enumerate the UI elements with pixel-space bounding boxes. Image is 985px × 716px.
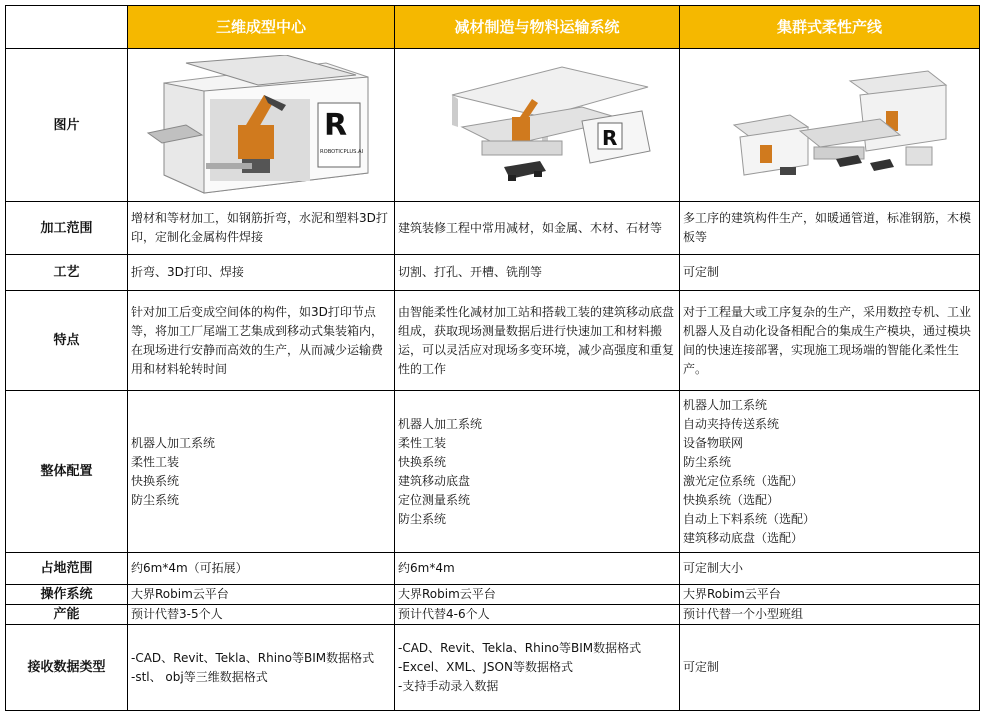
- table-row-os: [6, 585, 980, 605]
- cell-process-col1: 折弯、3D打印、焊接: [128, 255, 395, 291]
- list-item: 快换系统: [398, 454, 447, 469]
- list-item: -支持手动录入数据: [398, 679, 499, 693]
- cell-features-col3: 对于工程量大或工序复杂的生产，采用数控专机、工业机器人及自动化设备相配合的集成生产模块，通过模块间的快速连接部署，实现施工现场端的智能化柔性生产。: [680, 291, 980, 391]
- column-header-forming-center: 三维成型中心: [128, 6, 395, 49]
- row-label-processing-scope: 加工范围: [6, 202, 128, 255]
- header-row: [6, 6, 980, 49]
- row-label-process: 工艺: [6, 255, 128, 291]
- list-item: 防尘系统: [131, 492, 180, 507]
- cell-footprint-col3: 可定制大小: [680, 553, 980, 585]
- subtractive-station-image: [422, 55, 652, 195]
- cell-footprint-col2: 约6m*4m: [395, 553, 680, 585]
- row-label-features: 特点: [6, 291, 128, 391]
- list-item: 防尘系统: [398, 511, 447, 526]
- svg-text:R: R: [602, 126, 618, 150]
- list-item: 柔性工装: [398, 435, 447, 450]
- table-row-images: [6, 49, 980, 202]
- table-row-footprint: [6, 553, 980, 585]
- list-item: 可定制: [683, 660, 720, 674]
- row-label-data-types: 接收数据类型: [6, 625, 128, 711]
- list-item: 柔性工装: [131, 454, 180, 469]
- table-row-processing-scope: [6, 202, 980, 255]
- list-item: 机器人加工系统: [683, 397, 768, 412]
- cell-capacity-col1: 预计代替3-5个人: [128, 605, 395, 625]
- table-row-configuration: [6, 391, 980, 553]
- list-item: -CAD、Revit、Tekla、Rhino等BIM数据格式: [398, 641, 642, 655]
- cell-features-col1: 针对加工后变成空间体的构件，如3D打印节点等，将加工厂尾端工艺集成到移动式集装箱内，在现场进行安静而高效的生产，从而减少运输费用和材料轮转时间: [128, 291, 395, 391]
- row-label-os: 操作系统: [6, 585, 128, 605]
- column-header-cluster-line: 集群式柔性产线: [680, 6, 980, 49]
- list-item: -stl、 obj等三维数据格式: [131, 669, 268, 684]
- cell-data-types-col3: [680, 625, 980, 711]
- image-cell-subtractive-system: [395, 49, 680, 202]
- image-cell-forming-center: [128, 49, 395, 202]
- cell-os-col1: 大界Robim云平台: [128, 585, 395, 605]
- list-item: 激光定位系统（选配）: [683, 473, 804, 488]
- cell-footprint-col1: 约6m*4m（可拓展）: [128, 553, 395, 585]
- row-label-images: 图片: [6, 49, 128, 202]
- corner-cell: [6, 6, 128, 49]
- list-item: 建筑移动底盘: [398, 473, 471, 488]
- list-item: 快换系统: [131, 473, 180, 488]
- list-item: 设备物联网: [683, 435, 744, 450]
- cell-processing-scope-col1: 增材和等材加工，如钢筋折弯，水泥和塑料3D打印，定制化金属构件焊接: [128, 202, 395, 255]
- list-item: 机器人加工系统: [131, 435, 216, 450]
- cell-process-col3: 可定制: [680, 255, 980, 291]
- list-item: 机器人加工系统: [398, 416, 483, 431]
- table-row-process: [6, 255, 980, 291]
- cluster-line-image: [710, 55, 950, 195]
- container-workshop-image: [146, 55, 376, 195]
- cell-processing-scope-col3: 多工序的建筑构件生产，如暖通管道，标准钢筋，木模板等: [680, 202, 980, 255]
- list-item: 定位测量系统: [398, 492, 471, 507]
- cell-os-col2: 大界Robim云平台: [395, 585, 680, 605]
- brand-label: ROBOTICPLUS.AI: [320, 149, 364, 155]
- table-row-features: [6, 291, 980, 391]
- comparison-table: [5, 5, 980, 711]
- svg-text:R: R: [324, 108, 348, 143]
- image-cell-cluster-line: [680, 49, 980, 202]
- list-item: 自动夹持传送系统: [683, 416, 780, 431]
- list-item: -Excel、XML、JSON等数据格式: [398, 660, 573, 674]
- cell-data-types-col1: [128, 625, 395, 711]
- cell-configuration-col1: [128, 391, 395, 553]
- table-row-data-types: [6, 625, 980, 711]
- row-label-footprint: 占地范围: [6, 553, 128, 585]
- row-label-capacity: 产能: [6, 605, 128, 625]
- cell-os-col3: 大界Robim云平台: [680, 585, 980, 605]
- spec-sheet: [5, 5, 980, 711]
- list-item: -CAD、Revit、Tekla、Rhino等BIM数据格式: [131, 650, 375, 665]
- list-item: 快换系统（选配）: [683, 492, 780, 507]
- cell-process-col2: 切割、打孔、开槽、铣削等: [395, 255, 680, 291]
- list-item: 防尘系统: [683, 454, 732, 469]
- cell-configuration-col3: [680, 391, 980, 553]
- cell-data-types-col2: [395, 625, 680, 711]
- cell-capacity-col3: 预计代替一个小型班组: [680, 605, 980, 625]
- cell-capacity-col2: 预计代替4-6个人: [395, 605, 680, 625]
- cell-configuration-col2: [395, 391, 680, 553]
- list-item: 自动上下料系统（选配）: [683, 511, 816, 526]
- column-header-subtractive-system: 减材制造与物料运输系统: [395, 6, 680, 49]
- row-label-configuration: 整体配置: [6, 391, 128, 553]
- table-row-capacity: [6, 605, 980, 625]
- list-item: 建筑移动底盘（选配）: [683, 530, 804, 545]
- cell-processing-scope-col2: 建筑装修工程中常用减材，如金属、木材、石材等: [395, 202, 680, 255]
- cell-features-col2: 由智能柔性化减材加工站和搭载工装的建筑移动底盘组成，获取现场测量数据后进行快速加工和材料搬运，可以灵活应对现场多变环境，减少高强度和重复性的工作: [395, 291, 680, 391]
